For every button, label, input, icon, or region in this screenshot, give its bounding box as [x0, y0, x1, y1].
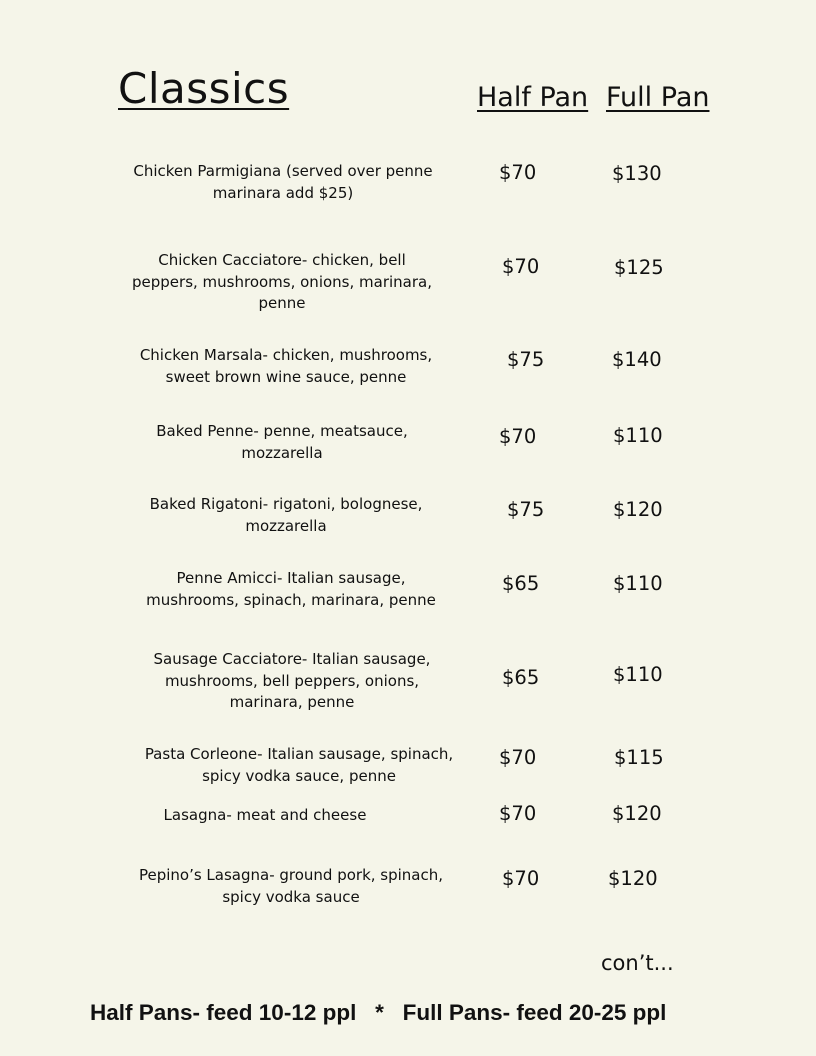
half-pan-price: $75 — [507, 498, 545, 521]
full-pan-price: $130 — [612, 162, 662, 185]
menu-item-description: Baked Penne- penne, meatsauce, mozzarella — [156, 422, 408, 462]
full-pan-price: $110 — [613, 424, 663, 447]
full-pan-price: $115 — [614, 746, 664, 769]
half-pan-header: Half Pan — [477, 82, 589, 113]
half-pan-price: $65 — [502, 572, 540, 595]
menu-item-description: Baked Rigatoni- rigatoni, bolognese, mozzarella — [149, 495, 423, 535]
half-pan-price: $70 — [499, 161, 537, 184]
menu-item-description: Sausage Cacciatore- Italian sausage, mushrooms, bell peppers, onions, marinara, penne — [153, 650, 431, 711]
full-pan-price: $110 — [613, 572, 663, 595]
page-title: Classics — [118, 64, 290, 113]
half-pan-price: $70 — [502, 255, 540, 278]
menu-item-description: Lasagna- meat and cheese — [163, 806, 367, 824]
menu-item-description: Pepino’s Lasagna- ground pork, spinach, spicy vodka sauce — [138, 866, 444, 906]
full-pan-price: $110 — [613, 663, 663, 686]
half-pan-price: $75 — [507, 348, 545, 371]
menu-item-description: Pasta Corleone- Italian sausage, spinach, spicy vodka sauce, penne — [144, 745, 454, 785]
full-pan-header: Full Pan — [606, 82, 710, 113]
half-pan-price: $70 — [499, 425, 537, 448]
half-pan-price: $70 — [502, 867, 540, 890]
half-pan-price: $70 — [499, 746, 537, 769]
half-pan-price: $70 — [499, 802, 537, 825]
serving-size-footer: Half Pans- feed 10-12 ppl * Full Pans- feed 20-25 ppl — [90, 1000, 667, 1025]
menu-item-description: Chicken Parmigiana (served over penne marinara add $25) — [133, 162, 433, 202]
full-pan-price: $120 — [613, 498, 663, 521]
menu-item-description: Chicken Cacciatore- chicken, bell peppers, mushrooms, onions, marinara, penne — [132, 251, 432, 312]
continued-note: con’t... — [601, 951, 674, 975]
menu-item-description: Penne Amicci- Italian sausage, mushrooms, spinach, marinara, penne — [146, 569, 436, 609]
menu-item-description: Chicken Marsala- chicken, mushrooms, sweet brown wine sauce, penne — [139, 346, 433, 386]
full-pan-price: $140 — [612, 348, 662, 371]
half-pan-price: $65 — [502, 666, 540, 689]
full-pan-price: $125 — [614, 256, 664, 279]
full-pan-price: $120 — [608, 867, 658, 890]
full-pan-price: $120 — [612, 802, 662, 825]
